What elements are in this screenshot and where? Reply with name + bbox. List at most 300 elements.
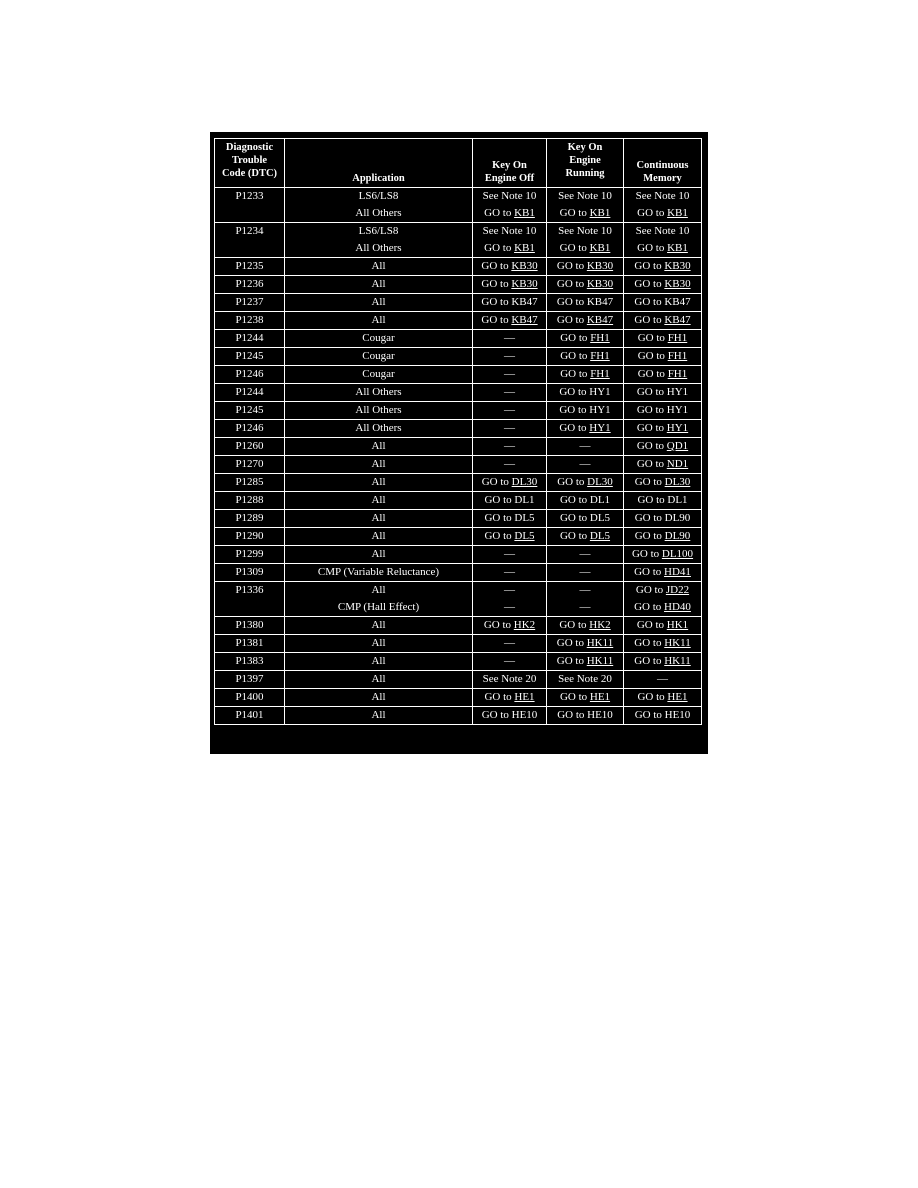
procedure-link[interactable]: KB47 bbox=[511, 314, 538, 326]
continuous-memory-cell bbox=[624, 294, 702, 312]
application-text: All bbox=[371, 619, 386, 631]
table-row bbox=[215, 276, 702, 294]
application-cell bbox=[285, 348, 473, 366]
dtc-code: P1244 bbox=[235, 332, 264, 344]
procedure-link[interactable]: QD1 bbox=[666, 440, 689, 452]
continuous-memory-cell bbox=[624, 671, 702, 689]
dtc-code: P1290 bbox=[235, 530, 264, 542]
continuous-memory-cell bbox=[624, 546, 702, 564]
application-text: All Others bbox=[355, 207, 402, 219]
header-key-on-engine-running: Key On Engine Running bbox=[547, 139, 624, 188]
dtc-code-cell bbox=[215, 276, 285, 294]
procedure-ref bbox=[626, 653, 699, 670]
application-cell bbox=[285, 223, 473, 258]
procedure-prefix: GO to bbox=[481, 476, 512, 488]
continuous-memory-cell bbox=[624, 582, 702, 617]
application-cell bbox=[285, 564, 473, 582]
procedure-text: — bbox=[579, 584, 591, 596]
continuous-memory-cell bbox=[624, 564, 702, 582]
application-cell bbox=[285, 474, 473, 492]
procedure-prefix: GO to bbox=[634, 260, 665, 272]
key-on-engine-running-cell bbox=[547, 653, 624, 671]
dtc-code: P1400 bbox=[235, 691, 264, 703]
procedure-ref bbox=[549, 528, 621, 545]
procedure-text: GO to HY1 bbox=[636, 386, 689, 398]
dtc-code: P1234 bbox=[235, 225, 264, 237]
continuous-memory-cell bbox=[624, 384, 702, 402]
procedure-text: See Note 10 bbox=[558, 190, 612, 202]
dtc-code-cell bbox=[215, 348, 285, 366]
procedure-link[interactable]: ND1 bbox=[666, 458, 689, 470]
table-row bbox=[215, 635, 702, 653]
procedure-link[interactable]: HE1 bbox=[667, 691, 688, 703]
procedure-ref bbox=[626, 366, 699, 383]
application-cell bbox=[285, 402, 473, 420]
procedure-prefix: GO to bbox=[483, 619, 514, 631]
key-on-engine-running-cell bbox=[547, 546, 624, 564]
key-on-engine-off-cell bbox=[473, 528, 547, 546]
procedure-link[interactable]: HY1 bbox=[666, 422, 689, 434]
procedure-link[interactable]: HY1 bbox=[589, 422, 611, 434]
application-cell bbox=[285, 546, 473, 564]
procedure-text: See Note 10 bbox=[635, 225, 690, 237]
application-cell bbox=[285, 258, 473, 276]
table-row bbox=[215, 330, 702, 348]
procedure-link[interactable]: DL5 bbox=[589, 530, 611, 542]
procedure-link[interactable]: KB47 bbox=[664, 314, 691, 326]
key-on-engine-running-cell bbox=[547, 188, 624, 223]
procedure-prefix: GO to bbox=[484, 242, 515, 254]
application-cell bbox=[285, 492, 473, 510]
application-text: CMP (Hall Effect) bbox=[337, 601, 420, 613]
dtc-code-cell bbox=[215, 366, 285, 384]
key-on-engine-running-cell bbox=[547, 474, 624, 492]
application-text: Cougar bbox=[362, 368, 395, 380]
procedure-prefix: GO to bbox=[481, 278, 512, 290]
procedure-ref bbox=[549, 348, 621, 365]
application-text: All bbox=[371, 440, 386, 452]
procedure-text: — bbox=[579, 440, 591, 452]
procedure-link[interactable]: JD22 bbox=[665, 584, 690, 596]
key-on-engine-running-cell bbox=[547, 617, 624, 635]
key-on-engine-running-cell bbox=[547, 402, 624, 420]
procedure-link[interactable]: FH1 bbox=[590, 368, 610, 380]
procedure-ref bbox=[626, 635, 699, 652]
procedure-prefix: GO to bbox=[559, 422, 590, 434]
procedure-link[interactable]: HD40 bbox=[664, 601, 691, 613]
procedure-ref bbox=[549, 474, 621, 491]
key-on-engine-off-cell bbox=[473, 258, 547, 276]
continuous-memory-cell bbox=[624, 402, 702, 420]
procedure-ref bbox=[626, 205, 699, 222]
procedure-text: GO to KB47 bbox=[556, 296, 614, 308]
dtc-code: P1381 bbox=[235, 637, 264, 649]
procedure-link[interactable]: KB30 bbox=[511, 260, 538, 272]
procedure-prefix: GO to bbox=[559, 207, 590, 219]
continuous-memory-cell bbox=[624, 348, 702, 366]
application-text: All bbox=[371, 512, 386, 524]
procedure-link[interactable]: HK11 bbox=[664, 655, 691, 667]
dtc-code: P1336 bbox=[235, 584, 264, 596]
procedure-prefix: GO to bbox=[634, 655, 665, 667]
procedure-prefix: GO to bbox=[636, 458, 667, 470]
procedure-ref bbox=[475, 205, 544, 222]
procedure-ref bbox=[475, 258, 544, 275]
procedure-link[interactable]: FH1 bbox=[667, 332, 688, 344]
key-on-engine-running-cell bbox=[547, 671, 624, 689]
procedure-ref bbox=[626, 330, 699, 347]
table-row bbox=[215, 223, 702, 258]
key-on-engine-running-cell bbox=[547, 348, 624, 366]
procedure-text: GO to DL1 bbox=[637, 494, 688, 506]
procedure-link[interactable]: FH1 bbox=[667, 368, 688, 380]
procedure-text: — bbox=[504, 440, 515, 452]
application-cell bbox=[285, 617, 473, 635]
table-row bbox=[215, 384, 702, 402]
procedure-text: GO to HE10 bbox=[634, 709, 691, 721]
procedure-text: — bbox=[579, 566, 591, 578]
header-application: Application bbox=[285, 139, 473, 188]
procedure-text: — bbox=[504, 404, 515, 416]
procedure-prefix: GO to bbox=[637, 207, 668, 219]
procedure-text: See Note 10 bbox=[482, 225, 537, 237]
procedure-link[interactable]: KB1 bbox=[589, 207, 611, 219]
application-text: Cougar bbox=[362, 332, 395, 344]
procedure-prefix: GO to bbox=[556, 314, 587, 326]
procedure-text: GO to KB47 bbox=[481, 296, 538, 308]
procedure-prefix: GO to bbox=[634, 314, 665, 326]
continuous-memory-cell bbox=[624, 528, 702, 546]
dtc-code: P1235 bbox=[235, 260, 264, 272]
table-row bbox=[215, 492, 702, 510]
procedure-text: — bbox=[579, 601, 591, 613]
dtc-code-cell bbox=[215, 294, 285, 312]
application-text: All Others bbox=[355, 242, 402, 254]
key-on-engine-running-cell bbox=[547, 258, 624, 276]
procedure-text: See Note 20 bbox=[482, 673, 537, 685]
continuous-memory-cell bbox=[624, 474, 702, 492]
table-row bbox=[215, 617, 702, 635]
application-text: All bbox=[371, 584, 386, 596]
procedure-prefix: GO to bbox=[556, 260, 587, 272]
procedure-link[interactable]: HE1 bbox=[514, 691, 535, 703]
key-on-engine-running-cell bbox=[547, 384, 624, 402]
key-on-engine-off-cell bbox=[473, 689, 547, 707]
application-text: All bbox=[371, 673, 386, 685]
dtc-table bbox=[214, 138, 702, 725]
procedure-prefix: GO to bbox=[484, 530, 515, 542]
key-on-engine-running-cell bbox=[547, 420, 624, 438]
continuous-memory-cell bbox=[624, 188, 702, 223]
procedure-link[interactable]: KB30 bbox=[664, 278, 691, 290]
dtc-code-cell bbox=[215, 384, 285, 402]
procedure-link[interactable]: DL30 bbox=[511, 476, 538, 488]
procedure-text: GO to DL5 bbox=[559, 512, 611, 524]
table-row bbox=[215, 294, 702, 312]
procedure-ref bbox=[626, 689, 699, 706]
procedure-link[interactable]: DL30 bbox=[587, 476, 613, 488]
key-on-engine-running-cell bbox=[547, 707, 624, 725]
procedure-prefix: GO to bbox=[556, 278, 587, 290]
key-on-engine-off-cell bbox=[473, 635, 547, 653]
dtc-code: P1237 bbox=[235, 296, 264, 308]
procedure-text: — bbox=[657, 673, 668, 685]
procedure-prefix: GO to bbox=[637, 691, 668, 703]
procedure-text: — bbox=[579, 458, 591, 470]
procedure-text: — bbox=[504, 601, 515, 613]
table-row bbox=[215, 312, 702, 330]
application-cell bbox=[285, 276, 473, 294]
dtc-code-cell bbox=[215, 510, 285, 528]
dtc-code-cell bbox=[215, 617, 285, 635]
procedure-link[interactable]: KB30 bbox=[511, 278, 538, 290]
procedure-prefix: GO to bbox=[637, 350, 668, 362]
application-cell bbox=[285, 294, 473, 312]
application-text: All bbox=[371, 709, 386, 721]
procedure-text: — bbox=[504, 458, 515, 470]
key-on-engine-off-cell bbox=[473, 420, 547, 438]
procedure-text: GO to HY1 bbox=[559, 386, 611, 398]
dtc-code-cell bbox=[215, 528, 285, 546]
dtc-code: P1270 bbox=[235, 458, 264, 470]
continuous-memory-cell bbox=[624, 366, 702, 384]
key-on-engine-off-cell bbox=[473, 188, 547, 223]
procedure-link[interactable]: KB1 bbox=[667, 207, 688, 219]
dtc-code: P1260 bbox=[235, 440, 264, 452]
application-cell bbox=[285, 420, 473, 438]
application-cell bbox=[285, 635, 473, 653]
dtc-code-cell bbox=[215, 312, 285, 330]
procedure-text: — bbox=[504, 548, 515, 560]
application-cell bbox=[285, 366, 473, 384]
dtc-code-cell bbox=[215, 456, 285, 474]
table-row bbox=[215, 420, 702, 438]
procedure-link[interactable]: DL90 bbox=[664, 530, 691, 542]
procedure-link[interactable]: DL100 bbox=[661, 548, 694, 560]
procedure-prefix: GO to bbox=[484, 207, 515, 219]
table-row bbox=[215, 546, 702, 564]
procedure-text: — bbox=[504, 584, 515, 596]
key-on-engine-off-cell bbox=[473, 276, 547, 294]
procedure-ref bbox=[626, 420, 699, 437]
procedure-ref bbox=[626, 474, 699, 491]
key-on-engine-running-cell bbox=[547, 294, 624, 312]
key-on-engine-running-cell bbox=[547, 312, 624, 330]
dtc-code-cell bbox=[215, 707, 285, 725]
dtc-code: P1244 bbox=[235, 386, 264, 398]
application-text: All bbox=[371, 637, 386, 649]
procedure-link[interactable]: KB47 bbox=[586, 314, 614, 326]
continuous-memory-cell bbox=[624, 330, 702, 348]
application-cell bbox=[285, 510, 473, 528]
procedure-text: — bbox=[504, 422, 515, 434]
table-row bbox=[215, 582, 702, 617]
procedure-link[interactable]: HK11 bbox=[664, 637, 691, 649]
procedure-ref bbox=[475, 528, 544, 545]
procedure-ref bbox=[475, 240, 544, 257]
procedure-prefix: GO to bbox=[484, 691, 515, 703]
dtc-code: P1289 bbox=[235, 512, 264, 524]
dtc-code-cell bbox=[215, 546, 285, 564]
application-text: All bbox=[371, 691, 386, 703]
procedure-link[interactable]: KB30 bbox=[664, 260, 691, 272]
procedure-link[interactable]: DL5 bbox=[514, 530, 535, 542]
procedure-ref bbox=[549, 205, 621, 222]
table-row bbox=[215, 456, 702, 474]
continuous-memory-cell bbox=[624, 617, 702, 635]
key-on-engine-off-cell bbox=[473, 366, 547, 384]
key-on-engine-running-cell bbox=[547, 276, 624, 294]
dtc-code: P1236 bbox=[235, 278, 264, 290]
key-on-engine-off-cell bbox=[473, 510, 547, 528]
dtc-table-body bbox=[215, 188, 702, 725]
dtc-code: P1397 bbox=[235, 673, 264, 685]
procedure-text: GO to HY1 bbox=[559, 404, 611, 416]
application-cell bbox=[285, 689, 473, 707]
dtc-code: P1383 bbox=[235, 655, 264, 667]
dtc-code-cell bbox=[215, 258, 285, 276]
table-row bbox=[215, 528, 702, 546]
dtc-code-cell bbox=[215, 582, 285, 617]
application-text: All bbox=[371, 655, 386, 667]
application-text: All bbox=[371, 494, 386, 506]
procedure-link[interactable]: HD41 bbox=[664, 566, 691, 578]
procedure-link[interactable]: FH1 bbox=[667, 350, 688, 362]
continuous-memory-cell bbox=[624, 276, 702, 294]
procedure-text: GO to HY1 bbox=[636, 404, 689, 416]
procedure-link[interactable]: HE1 bbox=[589, 691, 611, 703]
dtc-code-cell bbox=[215, 420, 285, 438]
procedure-text: See Note 10 bbox=[558, 225, 612, 237]
application-text: All bbox=[371, 476, 386, 488]
procedure-prefix: GO to bbox=[559, 242, 590, 254]
application-cell bbox=[285, 528, 473, 546]
procedure-ref bbox=[549, 689, 621, 706]
procedure-link[interactable]: KB1 bbox=[589, 242, 611, 254]
dtc-code-cell bbox=[215, 492, 285, 510]
key-on-engine-running-cell bbox=[547, 223, 624, 258]
key-on-engine-running-cell bbox=[547, 564, 624, 582]
key-on-engine-running-cell bbox=[547, 492, 624, 510]
procedure-link[interactable]: HK11 bbox=[586, 655, 614, 667]
procedure-link[interactable]: HK11 bbox=[586, 637, 614, 649]
procedure-prefix: GO to bbox=[557, 476, 588, 488]
dtc-code-cell bbox=[215, 402, 285, 420]
key-on-engine-off-cell bbox=[473, 707, 547, 725]
key-on-engine-off-cell bbox=[473, 402, 547, 420]
procedure-link[interactable]: KB30 bbox=[586, 278, 614, 290]
continuous-memory-cell bbox=[624, 312, 702, 330]
procedure-link[interactable]: FH1 bbox=[590, 332, 610, 344]
dtc-code-cell bbox=[215, 689, 285, 707]
application-cell bbox=[285, 384, 473, 402]
table-row bbox=[215, 438, 702, 456]
procedure-ref bbox=[626, 348, 699, 365]
procedure-ref bbox=[626, 312, 699, 329]
dtc-code: P1401 bbox=[235, 709, 264, 721]
table-row bbox=[215, 689, 702, 707]
procedure-prefix: GO to bbox=[560, 332, 591, 344]
procedure-prefix: GO to bbox=[635, 584, 666, 596]
table-row bbox=[215, 671, 702, 689]
procedure-ref bbox=[549, 258, 621, 275]
application-text: All Others bbox=[355, 404, 402, 416]
application-cell bbox=[285, 330, 473, 348]
procedure-prefix: GO to bbox=[634, 637, 665, 649]
dtc-code: P1238 bbox=[235, 314, 264, 326]
application-text: CMP (Variable Reluctance) bbox=[317, 566, 440, 578]
procedure-text: GO to DL90 bbox=[634, 512, 691, 524]
procedure-link[interactable]: HK2 bbox=[589, 619, 611, 631]
procedure-text: GO to DL5 bbox=[484, 512, 535, 524]
table-row bbox=[215, 348, 702, 366]
procedure-ref bbox=[549, 420, 621, 437]
procedure-ref bbox=[626, 546, 699, 563]
key-on-engine-off-cell bbox=[473, 348, 547, 366]
procedure-prefix: GO to bbox=[636, 619, 667, 631]
procedure-ref bbox=[626, 276, 699, 293]
continuous-memory-cell bbox=[624, 707, 702, 725]
procedure-text: — bbox=[504, 368, 515, 380]
continuous-memory-cell bbox=[624, 420, 702, 438]
key-on-engine-running-cell bbox=[547, 366, 624, 384]
procedure-ref bbox=[626, 599, 699, 616]
dtc-code-cell bbox=[215, 474, 285, 492]
procedure-link[interactable]: KB1 bbox=[514, 207, 535, 219]
procedure-ref bbox=[549, 330, 621, 347]
procedure-prefix: GO to bbox=[634, 278, 665, 290]
procedure-link[interactable]: KB1 bbox=[667, 242, 688, 254]
procedure-ref bbox=[626, 564, 699, 581]
procedure-ref bbox=[626, 240, 699, 257]
procedure-ref bbox=[475, 276, 544, 293]
procedure-text: GO to DL1 bbox=[484, 494, 535, 506]
dtc-table-panel bbox=[210, 132, 708, 754]
key-on-engine-off-cell bbox=[473, 438, 547, 456]
application-text: Cougar bbox=[362, 350, 395, 362]
header-dtc: Diagnostic Trouble Code (DTC) bbox=[215, 139, 285, 188]
procedure-link[interactable]: HK1 bbox=[666, 619, 689, 631]
procedure-prefix: GO to bbox=[559, 530, 590, 542]
dtc-code: P1233 bbox=[235, 190, 264, 202]
procedure-text: GO to KB47 bbox=[634, 296, 691, 308]
procedure-text: — bbox=[504, 655, 515, 667]
key-on-engine-running-cell bbox=[547, 528, 624, 546]
procedure-link[interactable]: KB1 bbox=[514, 242, 535, 254]
key-on-engine-off-cell bbox=[473, 564, 547, 582]
procedure-link[interactable]: HK2 bbox=[513, 619, 536, 631]
procedure-prefix: GO to bbox=[560, 368, 591, 380]
procedure-prefix: GO to bbox=[556, 655, 587, 667]
application-cell bbox=[285, 188, 473, 223]
procedure-link[interactable]: FH1 bbox=[590, 350, 610, 362]
continuous-memory-cell bbox=[624, 635, 702, 653]
application-text: All bbox=[371, 530, 386, 542]
dtc-code-cell bbox=[215, 330, 285, 348]
procedure-text: — bbox=[579, 548, 591, 560]
application-cell bbox=[285, 671, 473, 689]
procedure-prefix: GO to bbox=[637, 368, 668, 380]
dtc-code: P1309 bbox=[235, 566, 264, 578]
procedure-link[interactable]: DL30 bbox=[664, 476, 691, 488]
key-on-engine-running-cell bbox=[547, 330, 624, 348]
table-row bbox=[215, 258, 702, 276]
application-text: LS6/LS8 bbox=[358, 225, 399, 237]
procedure-prefix: GO to bbox=[560, 350, 591, 362]
procedure-text: — bbox=[504, 332, 515, 344]
dtc-code-cell bbox=[215, 188, 285, 223]
procedure-link[interactable]: KB30 bbox=[586, 260, 614, 272]
